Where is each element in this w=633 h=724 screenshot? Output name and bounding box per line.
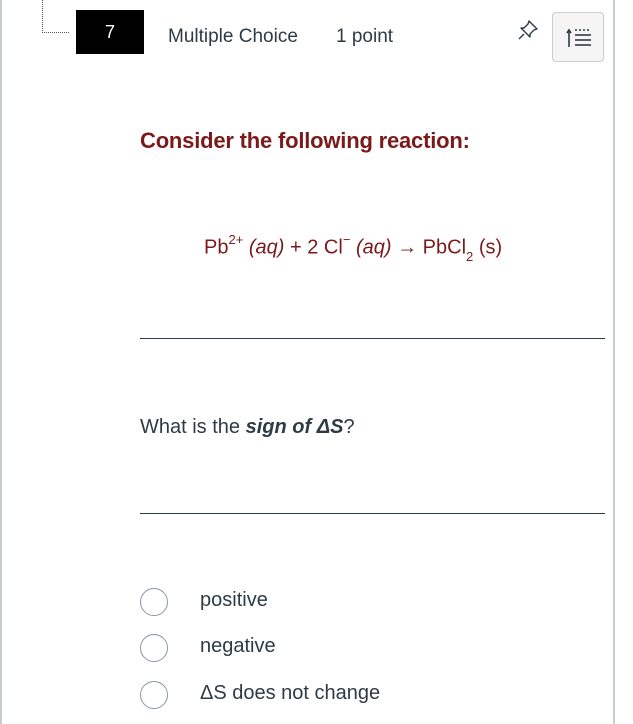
reaction-equation (204, 234, 502, 262)
radio-button[interactable] (140, 634, 168, 662)
product-state: (s) (478, 236, 503, 259)
radio-button[interactable] (140, 681, 168, 709)
reaction-arrow: → (397, 236, 418, 259)
option-negative[interactable] (140, 632, 560, 664)
option-label: positive (200, 589, 268, 611)
prompt-end: ? (343, 416, 355, 438)
reactant-lead: Pb (204, 236, 229, 259)
option-positive[interactable] (140, 586, 560, 618)
left-border (0, 0, 2, 724)
prompt-start: What is the (140, 416, 246, 438)
reactant-chloride-charge: − (342, 232, 351, 247)
option-no-change[interactable] (140, 679, 560, 711)
right-border (613, 0, 615, 724)
question-number: 7 (76, 10, 144, 54)
question-type: Multiple Choice (168, 26, 298, 47)
question-points: 1 point (336, 26, 394, 47)
divider-top (140, 338, 605, 339)
reactant-chloride: + 2 Cl (290, 236, 343, 259)
question-list-button[interactable] (552, 12, 604, 62)
question-heading: Consider the following reaction: (140, 128, 470, 153)
reactant-lead-charge: 2+ (228, 232, 244, 247)
question-list-icon (566, 25, 592, 51)
divider-bottom (140, 513, 605, 514)
prompt-emphasis: sign of ΔS (245, 416, 344, 438)
product: PbCl (422, 236, 467, 259)
option-label: negative (200, 635, 276, 657)
pin-icon[interactable] (516, 18, 540, 42)
radio-button[interactable] (140, 588, 168, 616)
corner-bracket (42, 0, 69, 33)
state-aq-1: (aq) (248, 236, 285, 259)
question-prompt (140, 416, 355, 439)
product-subscript: 2 (466, 248, 474, 264)
option-label: ΔS does not change (200, 682, 381, 704)
state-aq-2: (aq) (355, 236, 392, 259)
